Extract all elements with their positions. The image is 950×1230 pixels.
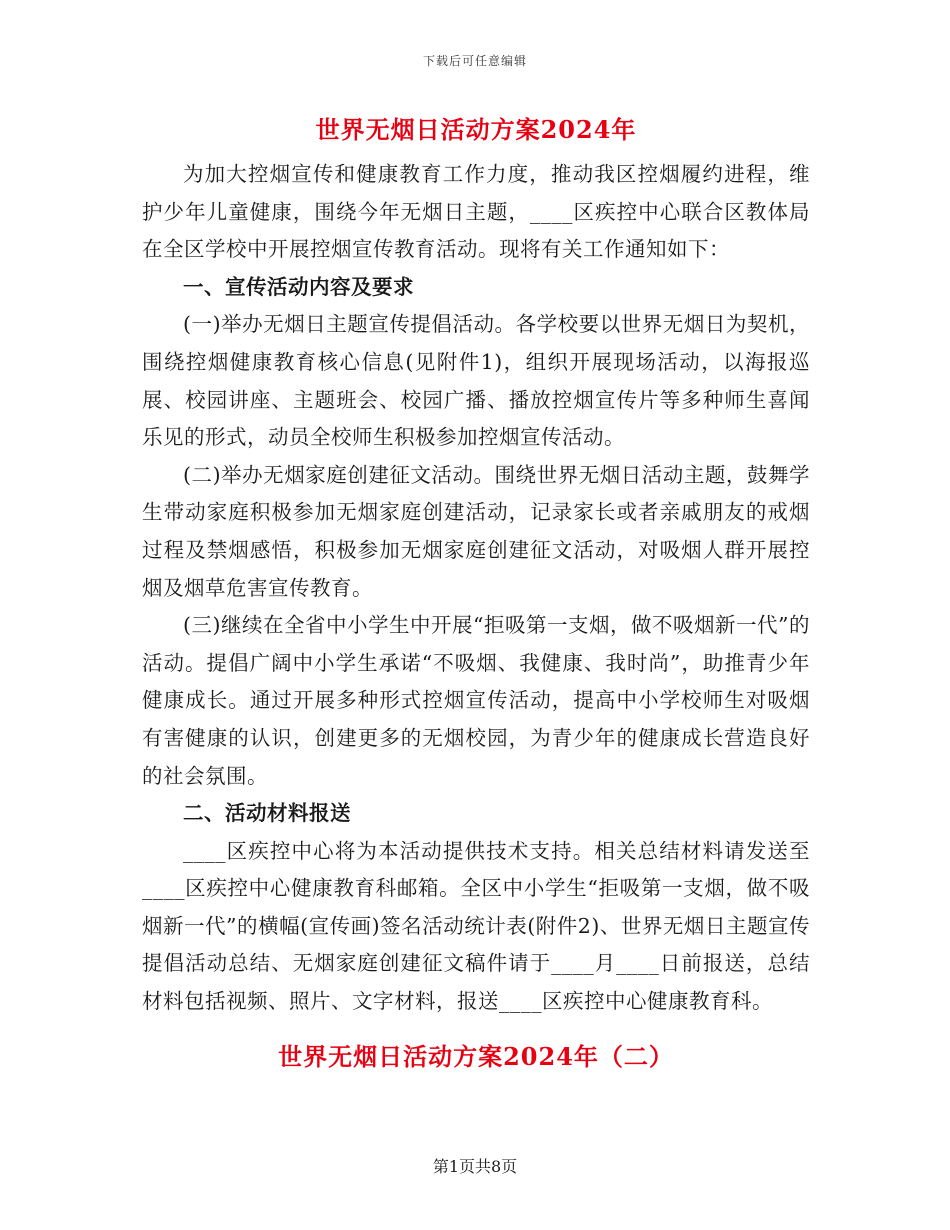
- header-note: 下载后可任意编辑: [422, 54, 527, 68]
- section-heading-publicity: 一、宣传活动内容及要求: [183, 274, 414, 299]
- section2-body: ____区疾控中心将为本活动提供技术支持。相关总结材料请发送至____区疾控中心健康教育科邮箱。全区中小学生“拒吸第一支烟，做不吸烟新一代”的横幅(宣传画)签名活动统计表(附件2)、世界无烟日主题宣传提倡活动总结、无烟家庭创建征文稿件请于____月____日前报送，总结材料包括视频、照片、文字材料，报送____区疾控中心健康教育科。: [142, 838, 810, 1014]
- section1-item-1: (一)举办无烟日主题宣传提倡活动。各学校要以世界无烟日为契机，围绕控烟健康教育核心信息(见附件1)，组织开展现场活动，以海报巡展、校园讲座、主题班会、校园广播、播放控烟宣传片等多种师生喜闻乐见的形式，动员全校师生积极参加控烟宣传活动。: [142, 312, 810, 450]
- section1-item-2: (二)举办无烟家庭创建征文活动。围绕世界无烟日活动主题，鼓舞学生带动家庭积极参加无烟家庭创建活动，记录家长或者亲戚朋友的戒烟过程及禁烟感悟，积极参加无烟家庭创建征文活动，对吸烟人群开展控烟及烟草危害宣传教育。: [142, 462, 810, 600]
- section-heading-materials: 二、活动材料报送: [183, 801, 351, 826]
- document-body: [142, 110, 810, 1077]
- intro-paragraph: 为加大控烟宣传和健康教育工作力度，推动我区控烟履约进程，维护少年儿童健康，围绕今年无烟日主题，____区疾控中心联合区教体局在全区学校中开展控烟宣传教育活动。现将有关工作通知如下：: [142, 162, 810, 262]
- document-title: 世界无烟日活动方案2024年: [315, 115, 637, 144]
- document-title-part-two: 世界无烟日活动方案2024年（二）: [278, 1041, 674, 1071]
- section1-item-3: (三)继续在全省中小学生中开展“拒吸第一支烟，做不吸烟新一代”的活动。提倡广阔中小学生承诺“不吸烟、我健康、我时尚”，助推青少年健康成长。通过开展多种形式控烟宣传活动，提高中小学校师生对吸烟有害健康的认识，创建更多的无烟校园，为青少年的健康成长营造良好的社会氛围。: [142, 613, 810, 788]
- page-number-footer: 第1页共8页: [432, 1157, 518, 1176]
